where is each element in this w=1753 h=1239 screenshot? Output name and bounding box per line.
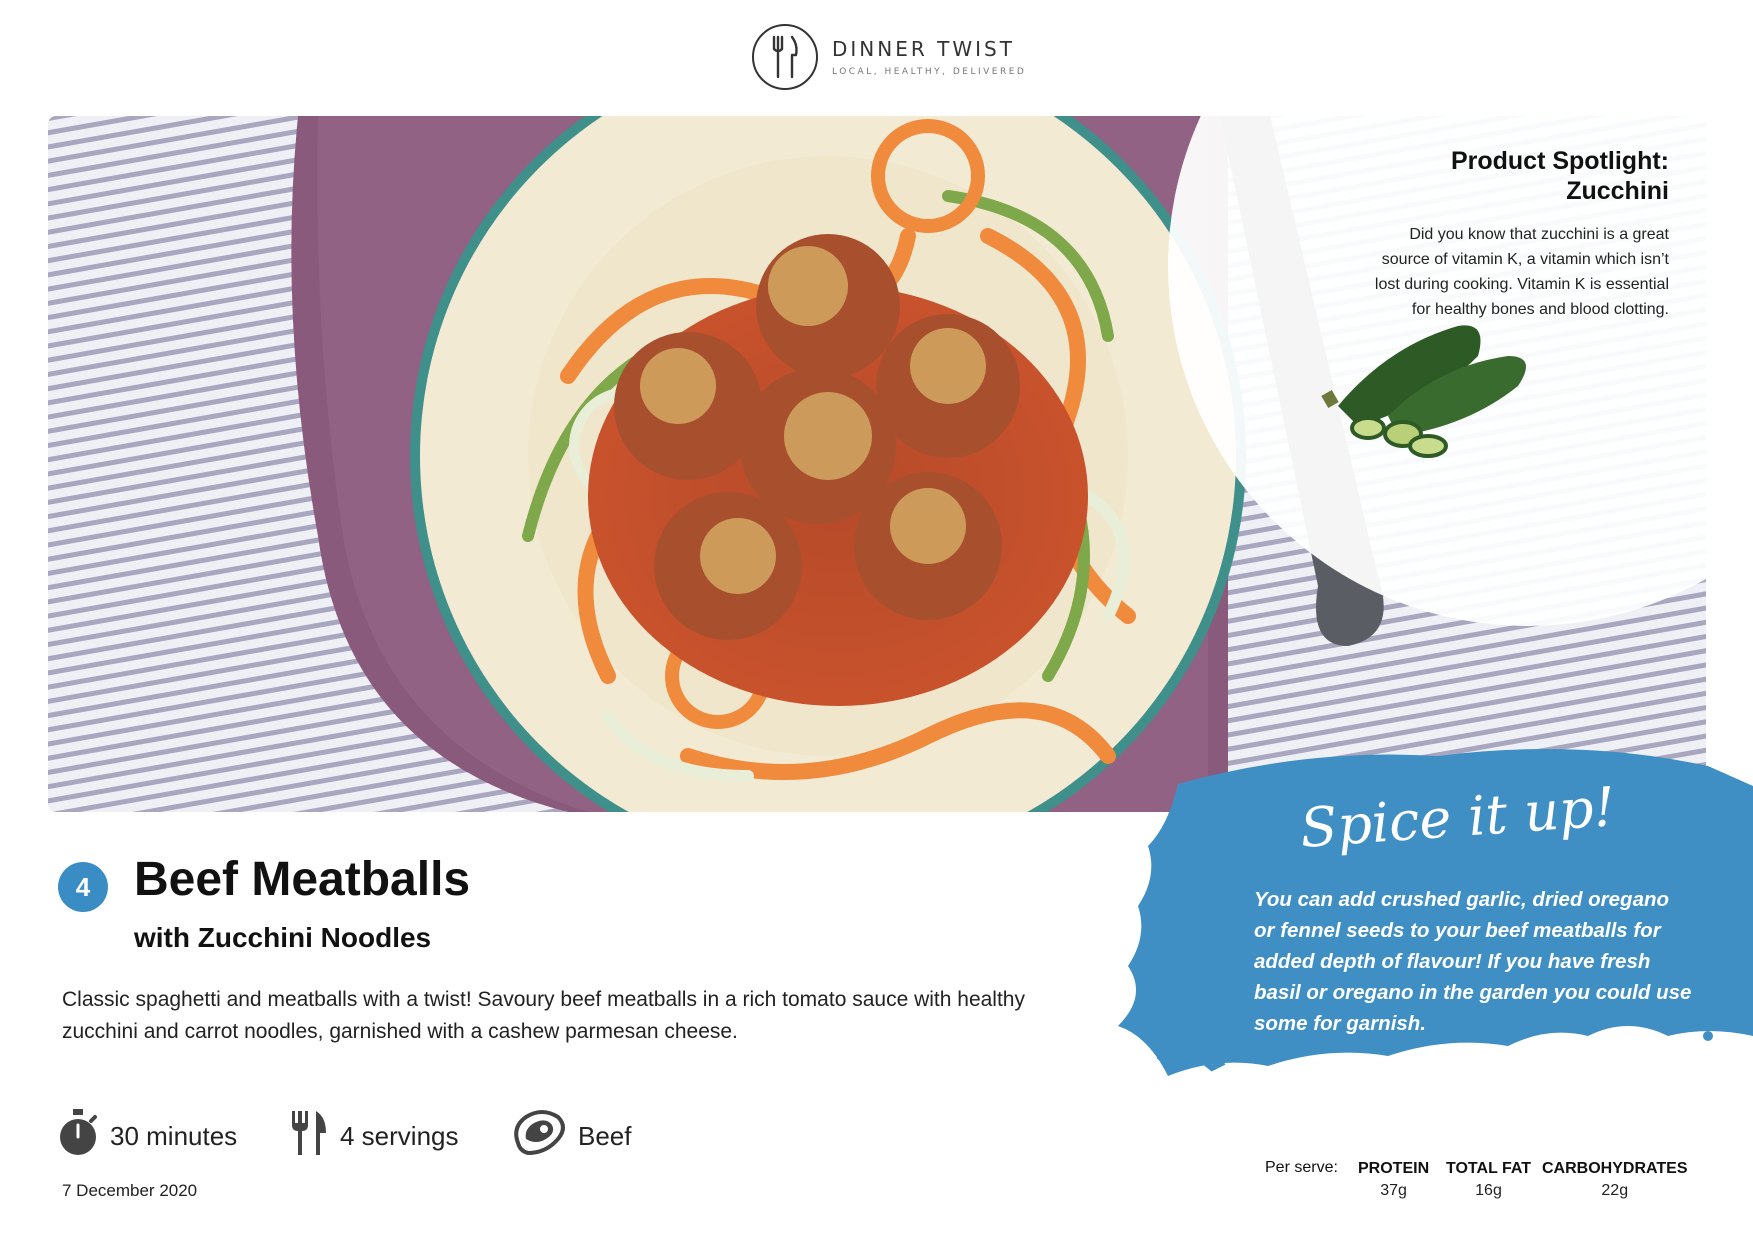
stopwatch-icon [58,1109,98,1164]
spotlight-text: Did you know that zucchini is a great source of vitamin K, a vitamin which isn’t lost during cooking. Vitamin K is essential for healthy bones and blood clotting. [1374,226,1669,318]
nutrition-total-fat: TOTAL FAT 16g [1446,1160,1532,1199]
protein-type-label: Beef [578,1120,632,1151]
nutrition-carbohydrates: CARBOHYDRATES 22g [1542,1160,1688,1199]
recipe-date: 7 December 2020 [62,1181,198,1200]
brand-logo [752,24,1026,90]
fork-knife-logo-icon [752,24,818,90]
time-label: 30 minutes [110,1120,238,1151]
meta-protein [512,1108,632,1164]
nutrition-protein: PROTEIN 37g [1358,1160,1430,1199]
recipe-title: Beef Meatballs [134,853,471,906]
meta-servings [288,1108,459,1164]
recipe-number-badge: 4 [58,862,108,912]
brand-name: DINNER TWIST [832,37,1015,61]
brand-tagline: LOCAL, HEALTHY, DELIVERED [832,67,1027,77]
spice-text: You can add crushed garlic, dried oregano or fennel seeds to your beef meatballs for added depth of flavour! If you have fresh basil or oregano in the garden you could use some for garnish. [1254,888,1692,1035]
recipe-subtitle: with Zucchini Noodles [134,922,432,953]
spice-title: Spice it up! [1298,775,1618,860]
hero-dish-photo [48,116,1706,812]
cutlery-icon [288,1109,328,1164]
nutrition-label: Per serve: [1265,1159,1338,1176]
meta-time [58,1108,237,1164]
recipe-description: Classic spaghetti and meatballs with a twist! Savoury beef meatballs in a rich tomato sauce with healthy zucchini and carrot noodles, garnished with a cashew parmesan cheese. [62,988,1025,1043]
steak-icon [512,1109,566,1164]
spotlight-title: Product Spotlight: Zucchini [1450,147,1669,205]
servings-label: 4 servings [340,1120,459,1151]
